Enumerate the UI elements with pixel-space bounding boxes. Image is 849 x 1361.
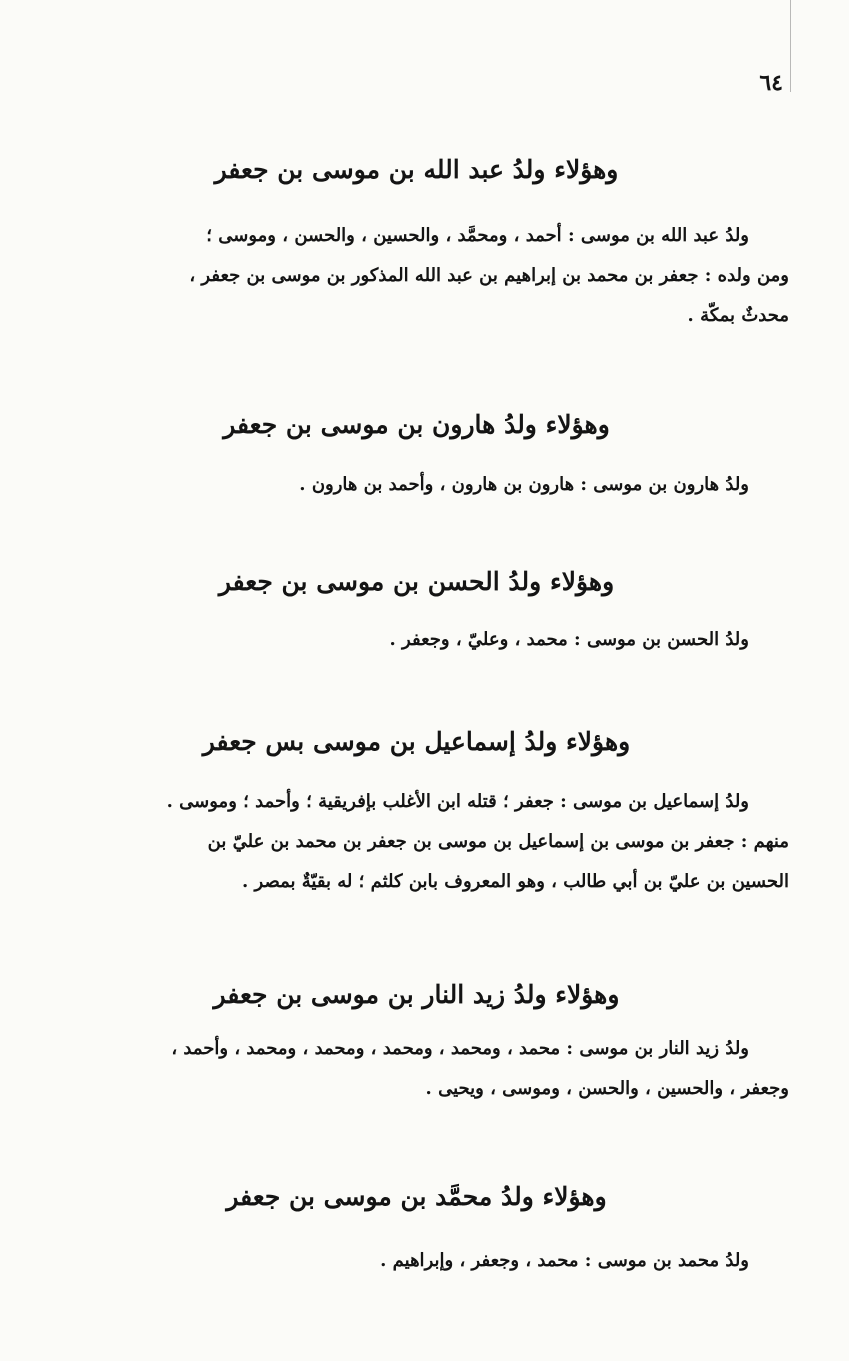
paragraph-line: وجعفر ، والحسين ، والحسن ، وموسى ، ويحيى . — [425, 1078, 789, 1099]
paragraph-line: ولدُ محمد بن موسى : محمد ، وجعفر ، وإبراهيم . — [380, 1250, 749, 1271]
paragraph-line: منهم : جعفر بن موسى بن إسماعيل بن موسى بن جعفر بن محمد بن عليّ بن — [207, 831, 789, 852]
page-number: ٦٤ — [759, 70, 783, 96]
paragraph-line: ولدُ عبد الله بن موسى : أحمد ، ومحمَّد ، والحسين ، والحسن ، وموسى ؛ — [206, 225, 749, 246]
section-heading: وهؤلاء ولدُ الحسن بن موسى بن جعفر — [218, 567, 615, 596]
section-heading: وهؤلاء ولدُ هارون بن موسى بن جعفر — [223, 410, 610, 439]
paragraph-line: ولدُ إسماعيل بن موسى : جعفر ؛ قتله ابن الأغلب بإفريقية ؛ وأحمد ؛ وموسى . — [166, 791, 749, 812]
section-zayd-al-nar — [44, 975, 789, 1109]
section-harun — [44, 405, 789, 505]
paragraph-line: الحسين بن عليّ بن أبي طالب ، وهو المعروف بابن كلثم ؛ له بقيّةٌ بمصر . — [242, 871, 789, 892]
section-heading: وهؤلاء ولدُ إسماعيل بن موسى بس جعفر — [202, 727, 631, 756]
section-abdallah — [44, 150, 789, 336]
section-heading: وهؤلاء ولدُ عبد الله بن موسى بن جعفر — [214, 155, 619, 184]
section-ismail — [44, 722, 789, 902]
paragraph-line: ولدُ الحسن بن موسى : محمد ، وعليّ ، وجعفر . — [389, 629, 749, 650]
paragraph-line: ومن ولده : جعفر بن محمد بن إبراهيم بن عبد الله المذكور بن موسى بن جعفر ، — [189, 265, 789, 286]
paragraph-line: ولدُ هارون بن موسى : هارون بن هارون ، وأحمد بن هارون . — [299, 474, 749, 495]
section-heading: وهؤلاء ولدُ محمَّد بن موسى بن جعفر — [226, 1182, 607, 1211]
section-heading: وهؤلاء ولدُ زيد النار بن موسى بن جعفر — [213, 980, 620, 1009]
page-edge-line — [788, 0, 791, 92]
section-hasan — [44, 562, 789, 660]
paragraph-line: محدثٌ بمكّة . — [687, 305, 789, 326]
paragraph-line: ولدُ زيد النار بن موسى : محمد ، ومحمد ، ومحمد ، ومحمد ، ومحمد ، وأحمد ، — [171, 1038, 749, 1059]
section-muhammad — [44, 1177, 789, 1281]
